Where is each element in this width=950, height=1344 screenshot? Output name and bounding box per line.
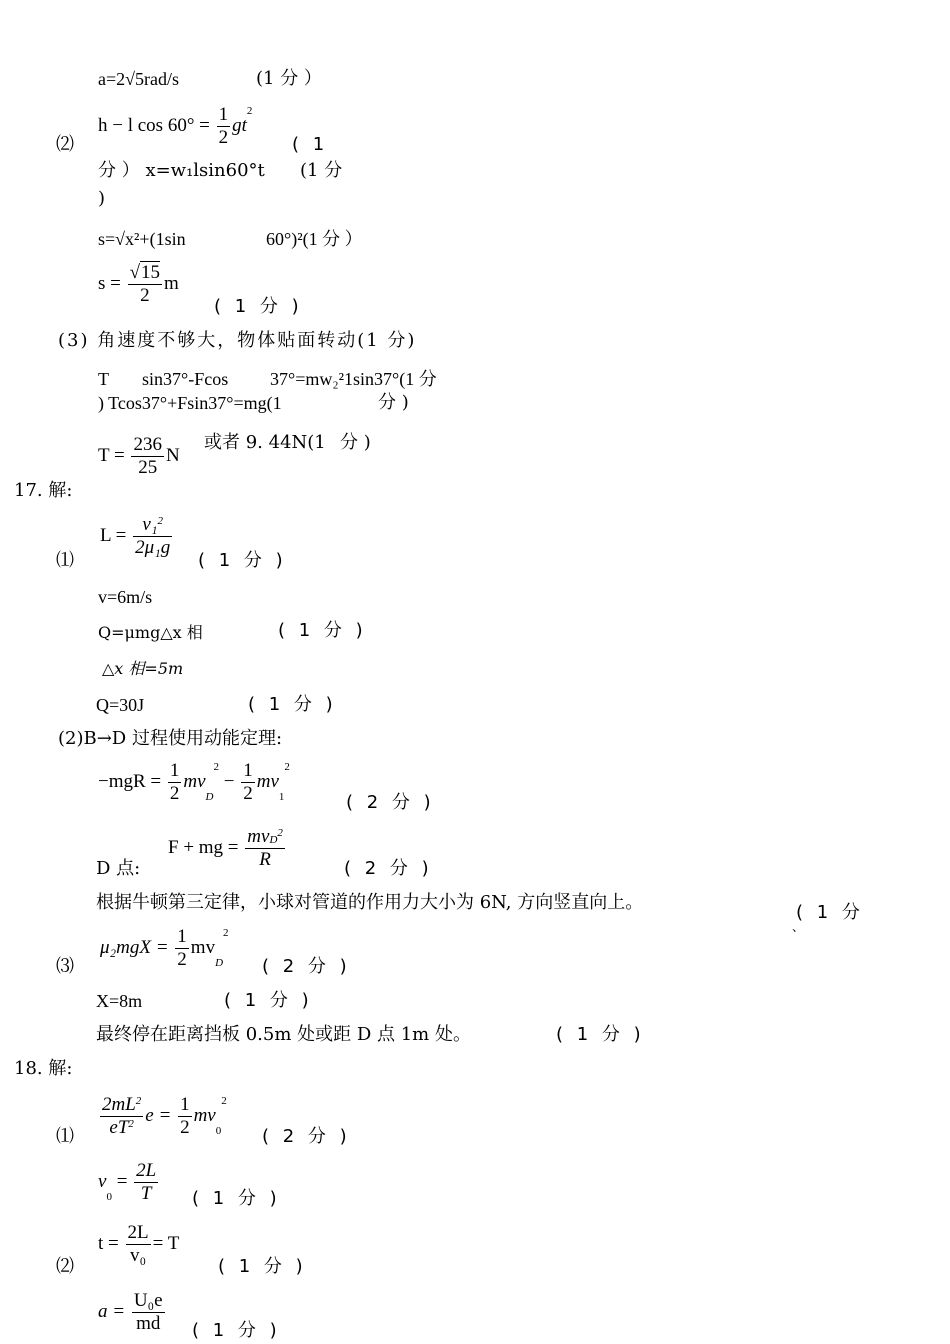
score-label: (1 分 ）: [256, 68, 322, 89]
text-line: D 点:: [96, 858, 141, 879]
part-label: ⑶: [56, 956, 74, 977]
text-line: 37°=mw₂²1sin37°(1 分: [270, 369, 437, 389]
equation: s = $\frac{√15}{2}$ m: [98, 262, 179, 306]
score-label: ( 1: [292, 134, 329, 155]
text-line: X=8m: [96, 991, 143, 1011]
equation: T = $\frac{236}{25}$ N: [98, 434, 180, 478]
equation: t = $\frac{2L}{\text{v₀}}$ = T: [98, 1222, 180, 1266]
part-label: ⑴: [56, 1126, 74, 1147]
part-heading: (2)B→D 过程使用动能定理:: [58, 728, 283, 749]
equation: L = $\frac{v_1^2}{\text{2μ₁g}}$: [100, 514, 171, 558]
text-line: Q=μmg△x 相: [98, 623, 203, 642]
text-line: sin37°-Fcos: [142, 369, 229, 389]
text-line: v=6m/s: [98, 587, 153, 607]
text-line: △x 相=5m: [102, 659, 184, 678]
text-line: s=√x²+(1sin: [98, 229, 186, 249]
score-label: ( 1 分 ): [192, 1320, 281, 1341]
text-line: 、: [792, 920, 805, 934]
question-number: 17. 解:: [14, 480, 73, 501]
score-label: ( 1 分 ): [556, 1024, 645, 1045]
equation: h − l cos 60° = $\frac{1}{2}$ $gt^2$: [98, 104, 253, 148]
score-label: ( 2 分 ): [344, 858, 433, 879]
equation: μ₂mgX = $\frac{1}{2}$ $mv_D^2$: [100, 926, 229, 970]
equation: $\frac{2mL^2}{eT^2}$ e = $\frac{1}{2}$ $mv_0^2$: [102, 1094, 227, 1138]
text-line: ): [98, 188, 106, 209]
part-label: ⑴: [56, 550, 74, 571]
score-label: ( 1 分 ): [224, 990, 313, 1011]
score-label: ( 1 分: [796, 902, 864, 923]
score-label: 分 ): [378, 392, 409, 413]
text-line: ) Tcos37°+Fsin37°=mg(1: [98, 393, 282, 413]
equation: $v_0$ = $\frac{2L}{T}$: [98, 1160, 157, 1204]
score-label: (1 分: [300, 160, 343, 181]
equation: F + mg = $\frac{mv_D^2}{R}$: [168, 826, 283, 870]
part-label: ⑵: [56, 134, 74, 155]
part-label: ⑵: [56, 1256, 74, 1277]
score-label: ( 1 分 ): [278, 620, 367, 641]
score-label: ( 1 分 ): [192, 1188, 281, 1209]
part-heading: (3) 角速度不够大，物体贴面转动(1 分): [58, 330, 417, 351]
equation: a = $\frac{\text{U₀e}}{md}$: [98, 1290, 163, 1334]
question-number: 18. 解:: [14, 1058, 73, 1079]
equation: −mgR = $\frac{1}{2}$ $mv_D^2$ − $\frac{1}{2}$ $mv_1^2$: [98, 760, 290, 804]
text-line: 分 ） x=w₁lsin60°t: [98, 160, 265, 181]
score-label: ( 1 分 ): [248, 694, 337, 715]
text-line: 60°)²(1 分 ）: [266, 229, 363, 249]
text-line: 根据牛顿第三定律，小球对管道的作用力大小为 6N, 方向竖直向上。: [96, 892, 644, 913]
text-line: 最终停在距离挡板 0.5m 处或距 D 点 1m 处。: [96, 1024, 471, 1045]
text-line: T: [98, 369, 109, 389]
score-label: 分 ): [340, 432, 371, 453]
score-label: ( 1 分 ): [218, 1256, 307, 1277]
score-label: ( 1 分 ): [214, 296, 303, 317]
score-label: ( 2 分 ): [262, 956, 351, 977]
score-label: ( 1 分 ): [198, 550, 287, 571]
text-line: 或者 9. 44N(1: [204, 432, 326, 453]
score-label: ( 2 分 ): [346, 792, 435, 813]
text-line: a=2√5rad/s: [98, 69, 180, 89]
text-line: Q=30J: [96, 695, 145, 715]
score-label: ( 2 分 ): [262, 1126, 351, 1147]
